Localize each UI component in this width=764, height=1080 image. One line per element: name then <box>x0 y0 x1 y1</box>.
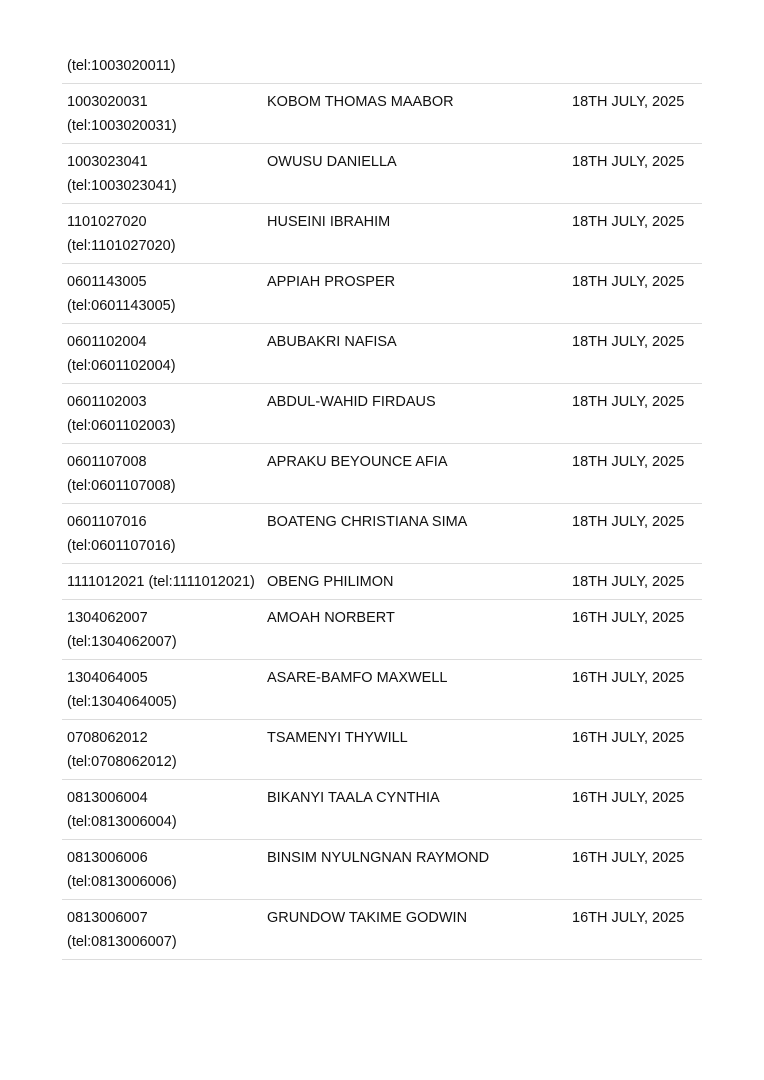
index-number-cell <box>67 330 267 378</box>
index-number-cell <box>67 570 267 594</box>
date-cell: 18TH JULY, 2025 <box>572 334 685 350</box>
student-name: BOATENG CHRISTIANA SIMA <box>267 514 468 530</box>
tel-link[interactable]: (tel:1003023041) <box>67 178 177 194</box>
table-row <box>62 900 702 960</box>
student-name: APPIAH PROSPER <box>267 274 396 290</box>
index-number: 1304064005 <box>67 670 148 686</box>
student-name: ABUBAKRI NAFISA <box>267 334 397 350</box>
table-row <box>62 840 702 900</box>
tel-link[interactable]: (tel:1304064005) <box>67 694 177 710</box>
index-number-cell <box>67 786 267 834</box>
tel-link[interactable]: (tel:1003020031) <box>67 118 177 134</box>
index-number: 0708062012 <box>67 730 148 746</box>
date-cell: 16TH JULY, 2025 <box>572 670 685 686</box>
index-number-cell <box>67 846 267 894</box>
date-cell: 18TH JULY, 2025 <box>572 214 685 230</box>
index-number-cell <box>67 906 267 954</box>
index-number-cell <box>67 270 267 318</box>
index-number-cell <box>67 210 267 258</box>
student-name: GRUNDOW TAKIME GODWIN <box>267 910 468 926</box>
date-cell: 16TH JULY, 2025 <box>572 910 685 926</box>
index-number[interactable]: 1111012021 (tel:1111012021) <box>67 574 255 590</box>
date-cell: 18TH JULY, 2025 <box>572 94 685 110</box>
table-row <box>62 384 702 444</box>
index-number: 1101027020 <box>67 214 147 230</box>
table-row <box>62 444 702 504</box>
tel-link[interactable]: (tel:0601143005) <box>67 298 176 314</box>
tel-link[interactable]: (tel:0601102004) <box>67 358 176 374</box>
table-row <box>62 564 702 600</box>
tel-link[interactable]: (tel:0601107016) <box>67 538 176 554</box>
table-row <box>62 504 702 564</box>
table-row-fragment <box>62 0 702 84</box>
date-cell: 18TH JULY, 2025 <box>572 574 685 590</box>
date-cell: 16TH JULY, 2025 <box>572 850 685 866</box>
index-number: 0601107008 <box>67 454 147 470</box>
table-row <box>62 324 702 384</box>
table-row <box>62 144 702 204</box>
tel-link[interactable]: (tel:1304062007) <box>67 634 177 650</box>
table-row <box>62 660 702 720</box>
student-name: HUSEINI IBRAHIM <box>267 214 391 230</box>
index-number: 0813006007 <box>67 910 148 926</box>
tel-link[interactable]: (tel:0708062012) <box>67 754 177 770</box>
student-name: APRAKU BEYOUNCE AFIA <box>267 454 448 470</box>
index-number-cell <box>67 390 267 438</box>
date-cell: 18TH JULY, 2025 <box>572 514 685 530</box>
index-number: 0813006006 <box>67 850 148 866</box>
index-number: 0601102004 <box>67 334 147 350</box>
index-number: 1003023041 <box>67 154 148 170</box>
date-cell: 16TH JULY, 2025 <box>572 610 685 626</box>
table-row <box>62 204 702 264</box>
table-row <box>62 720 702 780</box>
tel-link[interactable]: (tel:0813006007) <box>67 934 177 950</box>
date-cell: 18TH JULY, 2025 <box>572 394 685 410</box>
date-cell: 18TH JULY, 2025 <box>572 274 685 290</box>
index-number-cell <box>67 726 267 774</box>
date-cell: 18TH JULY, 2025 <box>572 154 685 170</box>
index-number-cell <box>67 510 267 558</box>
date-cell: 16TH JULY, 2025 <box>572 730 685 746</box>
index-number: 0601107016 <box>67 514 147 530</box>
student-name: ABDUL-WAHID FIRDAUS <box>267 394 436 410</box>
tel-link[interactable]: (tel:0601102003) <box>67 418 176 434</box>
index-number-cell <box>67 90 267 138</box>
student-name: AMOAH NORBERT <box>267 610 395 626</box>
student-name: BINSIM NYULNGNAN RAYMOND <box>267 850 490 866</box>
student-name: ASARE-BAMFO MAXWELL <box>267 670 448 686</box>
index-number-cell <box>67 150 267 198</box>
index-number-cell <box>67 606 267 654</box>
results-table <box>62 0 702 960</box>
date-cell: 18TH JULY, 2025 <box>572 454 685 470</box>
table-row <box>62 264 702 324</box>
index-number: 1003020031 <box>67 94 148 110</box>
index-number: 0601143005 <box>67 274 147 290</box>
table-row <box>62 84 702 144</box>
index-number: 0813006004 <box>67 790 148 806</box>
student-name: BIKANYI TAALA CYNTHIA <box>267 790 440 806</box>
table-row <box>62 600 702 660</box>
index-number: 0601102003 <box>67 394 147 410</box>
index-number-cell <box>67 450 267 498</box>
tel-link[interactable]: (tel:1101027020) <box>67 238 176 254</box>
date-cell: 16TH JULY, 2025 <box>572 790 685 806</box>
tel-link[interactable]: (tel:1003020011) <box>67 58 176 74</box>
tel-link[interactable]: (tel:0601107008) <box>67 478 176 494</box>
index-number: 1304062007 <box>67 610 148 626</box>
student-name: TSAMENYI THYWILL <box>267 730 408 746</box>
index-number-cell <box>67 666 267 714</box>
student-name: OWUSU DANIELLA <box>267 154 397 170</box>
student-name: KOBOM THOMAS MAABOR <box>267 94 454 110</box>
tel-link[interactable]: (tel:0813006006) <box>67 874 177 890</box>
table-row <box>62 780 702 840</box>
tel-link[interactable]: (tel:0813006004) <box>67 814 177 830</box>
student-name: OBENG PHILIMON <box>267 574 394 590</box>
